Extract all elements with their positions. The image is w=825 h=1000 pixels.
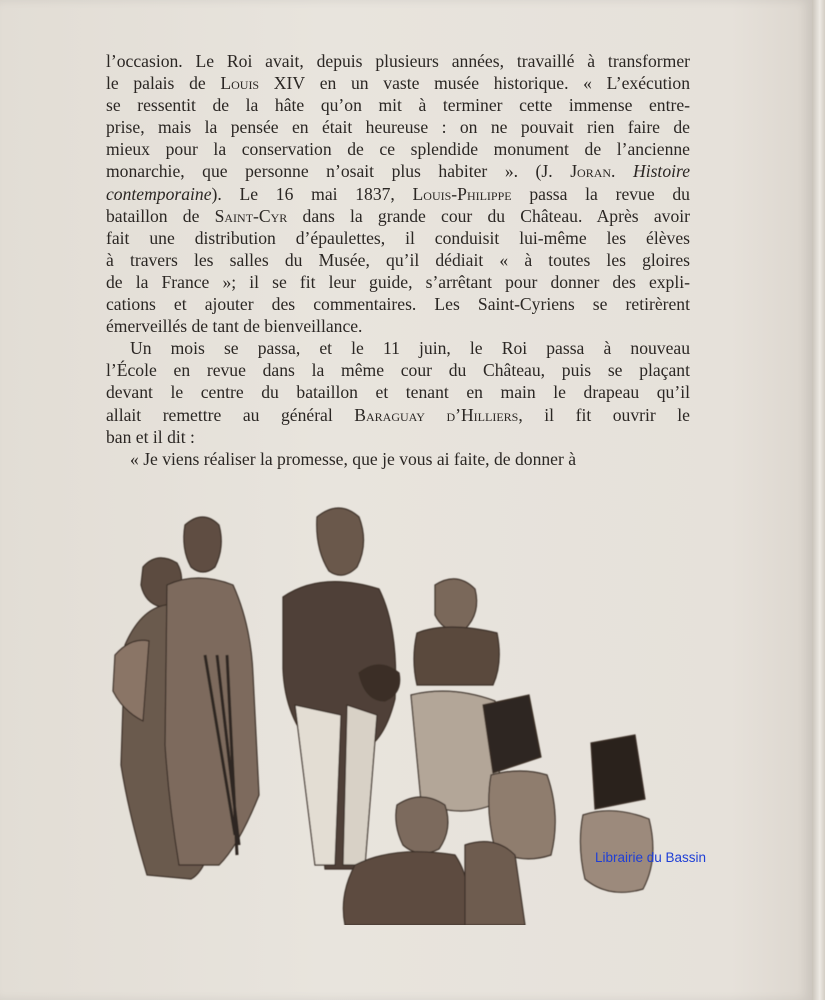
text-line [106,116,690,138]
text-line [106,426,690,448]
text-run: l’occasion. Le Roi avait, depuis plusieurs années, travaillé à transformer [106,51,690,71]
text-run: l’École en revue dans la même cour du Château, puis se plaçant [106,360,690,381]
text-line [106,94,690,116]
text-line [106,72,690,94]
text-line [106,205,690,227]
text-run: , il fit ouvrir le [518,404,690,425]
italic-run: Histoire [632,161,691,182]
text-run: devant le centre du bataillon et tenant en main le drapeau qu’il [106,382,690,403]
text-line [106,249,690,271]
text-run: ban et il dit : [106,426,195,447]
text-run: fait une distribution d’épaulettes, il conduisit lui-même les élèves [106,227,690,248]
watermark-text: Librairie du Bassin [595,850,707,865]
text-line [106,160,690,182]
text-line [106,50,690,72]
text-run: émerveillés de tant de bienveillance. [106,316,363,337]
small-caps-run: Saint-Cyr [214,205,288,226]
text-run: « Je viens réaliser la promesse, que je vous ai faite, de donner à [130,448,577,469]
text-run: prise, mais la pensée en était heureuse : on ne pouvait rien faire de [106,117,690,138]
text-run: se ressentit de la hâte qu’on mit à terminer cette immense entre- [106,95,690,116]
text-line [106,315,690,337]
small-caps-run: Joran [570,161,612,182]
text-run: Un mois se passa, et le 11 juin, le Roi passa à nouveau [130,338,690,359]
small-caps-run: Louis-Philippe [412,183,512,204]
text-run: . [611,161,633,182]
text-line [106,138,690,160]
body-text [106,50,690,470]
text-run: allait remettre au général [106,404,355,425]
small-caps-run: Baraguay d’Hilliers [354,404,519,425]
text-run: bataillon de [106,205,215,226]
italic-run: contemporaine [106,183,212,204]
text-run: de la France »; il se fit leur guide, s’arrêtant pour donner des expli- [106,271,690,292]
text-line [106,359,690,381]
text-line [106,404,690,426]
text-run: dans la grande cour du Château. Après avoir [287,205,690,226]
text-run: à travers les salles du Musée, qu’il dédiait « à toutes les gloires [106,249,690,270]
text-run: ). Le 16 mai 1837, [211,183,413,204]
text-line [106,271,690,293]
text-line [106,337,690,359]
text-run: cations et ajouter des commentaires. Les Saint-Cyriens se retirèrent [106,294,690,315]
text-line [106,381,690,403]
small-caps-run: Louis XIV [220,73,306,94]
text-line [106,183,690,205]
text-line [106,293,690,315]
text-run: mieux pour la conservation de ce splendide monument de l’ancienne [106,139,690,160]
text-run: passa la revue du [511,183,690,204]
text-run: en un vaste musée historique. « L’exécution [305,73,690,94]
text-run: le palais de [106,73,221,94]
text-line [106,227,690,249]
page-edge [812,0,825,1000]
text-run: monarchie, que personne n’osait plus habiter ». (J. [106,161,571,182]
text-line [106,448,690,470]
